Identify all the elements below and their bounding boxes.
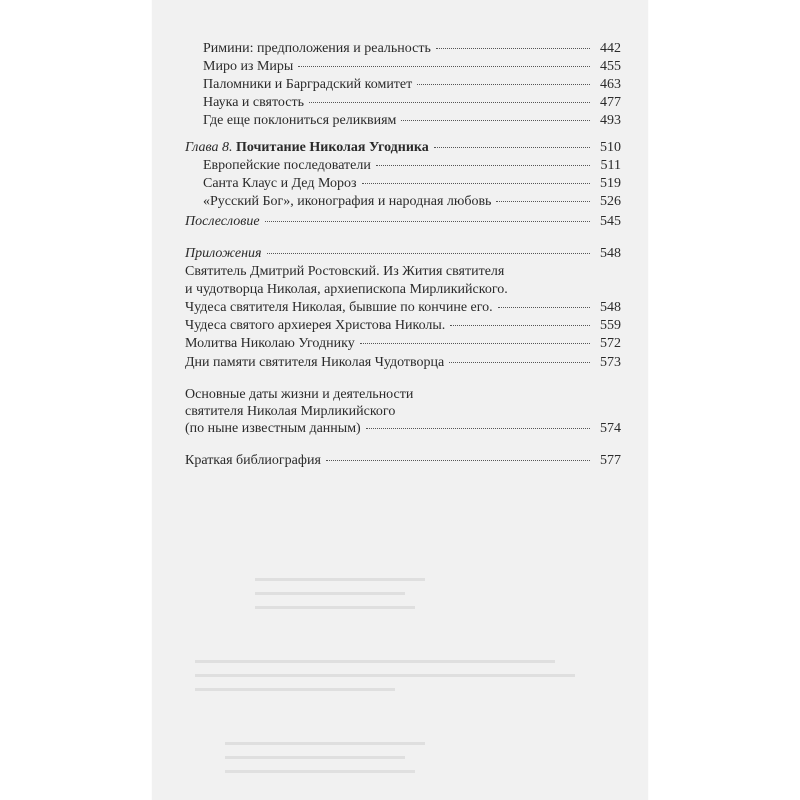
toc-entry[interactable] [185,245,621,263]
leader-dots [360,343,590,344]
toc-entry-page: 455 [600,59,621,74]
toc-entry[interactable] [185,317,621,335]
toc-entry-title: Послесловие [185,214,260,229]
toc-entry-title: Краткая библиография [185,453,321,468]
leader-dots [362,183,590,184]
leader-dots [450,325,590,326]
leader-dots [434,147,590,148]
toc-entry[interactable] [185,354,621,372]
toc-entry-page: 493 [600,113,621,128]
toc-entry[interactable] [185,193,621,211]
toc-entry-page: 510 [600,140,621,155]
toc-entry-title-line: святителя Николая Мирликийского [185,404,396,419]
bleed-through-text [165,520,635,790]
toc-entry-title: Наука и святость [203,95,304,110]
toc-entry-title-line: и чудотворца Николая, архиепископа Мирликийского. [185,282,508,297]
toc-entry-page: 545 [600,214,621,229]
toc-entry-page: 559 [600,318,621,333]
toc-entry-page: 477 [600,95,621,110]
toc-entry-page: 519 [600,176,621,191]
toc-entry-title: Миро из Миры [203,59,294,74]
toc-entry[interactable] [185,175,621,193]
leader-dots [366,428,590,429]
toc-entry-page: 577 [600,453,621,468]
toc-entry-title: Чудеса святого архиерея Христова Николы. [185,318,446,333]
toc-entry-page: 572 [600,336,621,351]
toc-chapter-heading [185,139,429,157]
toc-entry[interactable] [185,452,621,470]
toc-entry-title: Чудеса святителя Николая, бывшие по кончине его. [185,300,493,315]
leader-dots [376,165,590,166]
toc-entry-title: Паломники и Барградский комитет [203,77,413,92]
toc-entry-title: Санта Клаус и Дед Мороз [203,176,357,191]
toc-entry-title: Молитва Николаю Угоднику [185,336,355,351]
toc-entry[interactable] [185,213,621,231]
toc-entry-page: 573 [600,355,621,370]
leader-dots [326,460,590,461]
toc-entry-page: 463 [600,77,621,92]
toc-entry-title-line: Святитель Дмитрий Ростовский. Из Жития святителя [185,264,505,279]
toc-entry[interactable] [185,76,621,94]
leader-dots [401,120,590,121]
toc-entry-title: Где еще поклониться реликвиям [203,113,397,128]
leader-dots [436,48,590,49]
chapter-label: Глава 8. [185,140,233,155]
toc-entry-page: 548 [600,246,621,261]
toc-entry[interactable] [185,40,621,58]
toc-entry-title: Римини: предположения и реальность [203,41,431,56]
toc-entry-title-line: Основные даты жизни и деятельности [185,387,414,402]
toc-entry-page: 442 [600,41,621,56]
toc-entry-title: «Русский Бог», иконография и народная любовь [203,194,492,209]
leader-dots [449,362,590,363]
leader-dots [267,253,590,254]
toc-entry[interactable] [185,157,621,175]
toc-entry[interactable] [185,335,621,353]
toc-entry[interactable] [185,112,621,130]
leader-dots [498,307,590,308]
toc-entry[interactable] [185,94,621,112]
toc-entry-page: 526 [600,194,621,209]
leader-dots [417,84,590,85]
chapter-title: Почитание Николая Угодника [235,140,429,155]
toc-entry-title: Европейские последователи [203,158,371,173]
toc-entry-title: (по ныне известным данным) [185,421,361,436]
leader-dots [265,221,590,222]
toc-entry-page: 574 [600,421,621,436]
leader-dots [496,201,590,202]
toc-entry-title: Приложения [185,246,262,261]
toc-entry-title: Дни памяти святителя Николая Чудотворца [185,355,445,370]
toc-entry[interactable] [185,420,621,438]
toc-entry-page: 548 [600,300,621,315]
leader-dots [298,66,590,67]
toc-entry[interactable] [185,58,621,76]
toc-entry[interactable] [185,299,621,317]
toc-chapter-entry[interactable] [185,139,621,157]
toc-entry-page: 511 [600,158,621,173]
leader-dots [309,102,590,103]
